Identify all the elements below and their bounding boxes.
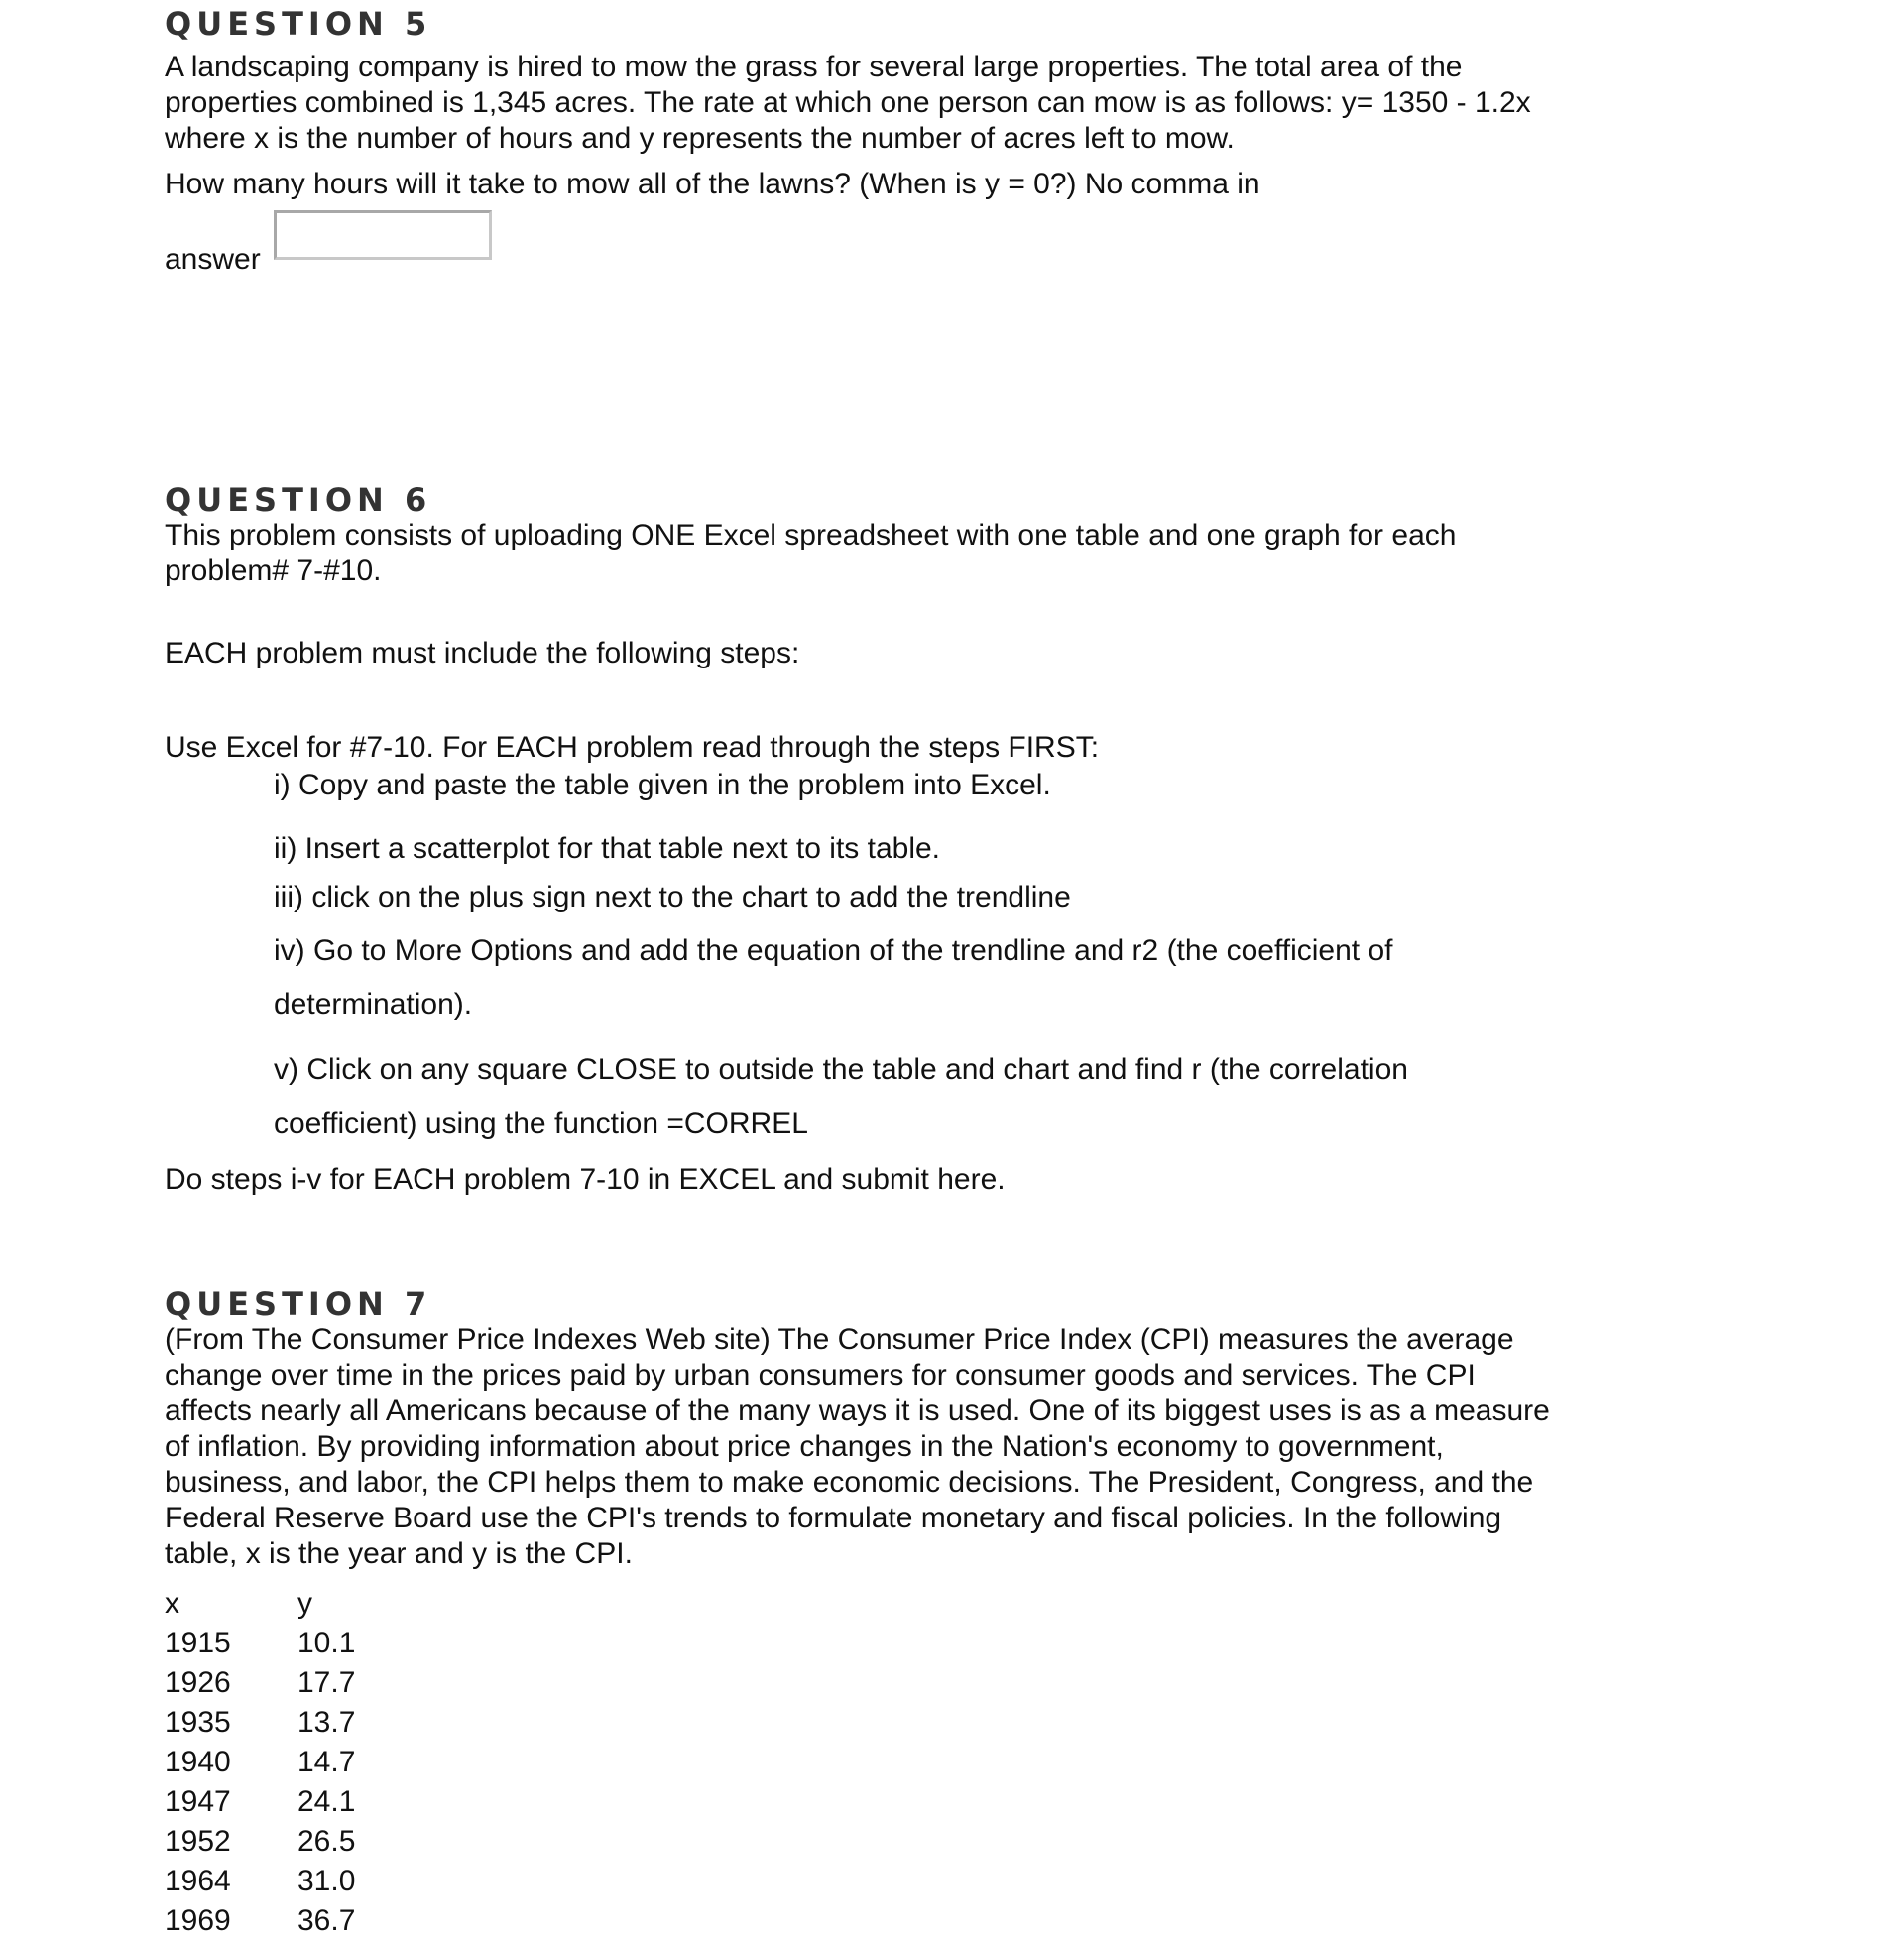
- question-5: [165, 6, 1642, 274]
- column-header-x: x: [165, 1587, 179, 1620]
- step-item: iv) Go to More Options and add the equation of the trendline and r2 (the coefficient of: [274, 934, 1393, 967]
- column-header-y: y: [298, 1587, 312, 1620]
- question-7-text-line: Federal Reserve Board use the CPI's trends to formulate monetary and fiscal policies. In the following: [165, 1502, 1502, 1534]
- question-5-text-line: where x is the number of hours and y represents the number of acres left to mow.: [165, 122, 1235, 155]
- cell-cpi: 26.5: [298, 1825, 356, 1858]
- cell-cpi: 24.1: [298, 1785, 356, 1818]
- step-item: v) Click on any square CLOSE to outside the table and chart and find r (the correlation: [274, 1053, 1408, 1086]
- cell-year: 1926: [165, 1666, 231, 1699]
- question-6: [165, 482, 1642, 1198]
- question-7-text-line: table, x is the year and y is the CPI.: [165, 1537, 633, 1570]
- table-row: [165, 1822, 355, 1862]
- cell-year: 1935: [165, 1706, 231, 1739]
- table-row: [165, 1862, 355, 1901]
- cell-year: 1947: [165, 1785, 231, 1818]
- cell-year: 1915: [165, 1627, 231, 1659]
- table-header-row: [165, 1584, 355, 1624]
- table-row: [165, 1663, 355, 1703]
- question-5-heading: QUESTION 5: [165, 5, 432, 43]
- cpi-table: [165, 1584, 355, 1941]
- table-row: [165, 1624, 355, 1663]
- question-7-text-line: business, and labor, the CPI helps them to make economic decisions. The President, Congress, and the: [165, 1466, 1534, 1499]
- cell-cpi: 14.7: [298, 1746, 356, 1778]
- question-5-text-line: properties combined is 1,345 acres. The rate at which one person can mow is as follows: y= 1350 - 1.2x: [165, 86, 1531, 119]
- question-7-text-line: change over time in the prices paid by urban consumers for consumer goods and services. The CPI: [165, 1359, 1476, 1392]
- table-row: [165, 1901, 355, 1941]
- step-item: ii) Insert a scatterplot for that table next to its table.: [274, 832, 940, 865]
- step-item: coefficient) using the function =CORREL: [274, 1107, 808, 1140]
- table-row: [165, 1782, 355, 1822]
- question-5-text-line: A landscaping company is hired to mow the grass for several large properties. The total area of the: [165, 51, 1463, 83]
- question-7: [165, 1286, 1642, 1941]
- question-7-heading: QUESTION 7: [165, 1285, 432, 1323]
- table-row: [165, 1703, 355, 1743]
- answer-row: [165, 202, 1642, 274]
- step-item: i) Copy and paste the table given in the problem into Excel.: [274, 769, 1051, 801]
- cell-cpi: 17.7: [298, 1666, 356, 1699]
- question-6-intro-line: This problem consists of uploading ONE Excel spreadsheet with one table and one graph for each: [165, 519, 1457, 551]
- cell-cpi: 10.1: [298, 1627, 356, 1659]
- cell-year: 1964: [165, 1865, 231, 1897]
- cell-year: 1940: [165, 1746, 231, 1778]
- question-6-each-problem: EACH problem must include the following steps:: [165, 637, 800, 669]
- cell-cpi: 31.0: [298, 1865, 356, 1897]
- question-7-text-line: of inflation. By providing information about price changes in the Nation's economy to government,: [165, 1430, 1444, 1463]
- question-6-intro-line: problem# 7-#10.: [165, 554, 382, 587]
- steps-list: [274, 764, 1642, 1151]
- cell-year: 1969: [165, 1904, 231, 1937]
- step-item: determination).: [274, 988, 473, 1021]
- answer-input[interactable]: [274, 210, 492, 260]
- cell-cpi: 36.7: [298, 1904, 356, 1937]
- cell-cpi: 13.7: [298, 1706, 356, 1739]
- question-7-text-line: (From The Consumer Price Indexes Web site) The Consumer Price Index (CPI) measures the average: [165, 1323, 1514, 1356]
- question-7-text-line: affects nearly all Americans because of the many ways it is used. One of its biggest uses is as a measure: [165, 1395, 1550, 1427]
- step-item: iii) click on the plus sign next to the chart to add the trendline: [274, 881, 1071, 913]
- question-6-closing: Do steps i-v for EACH problem 7-10 in EXCEL and submit here.: [165, 1163, 1006, 1196]
- table-row: [165, 1743, 355, 1782]
- question-6-use-excel: Use Excel for #7-10. For EACH problem read through the steps FIRST:: [165, 731, 1100, 764]
- question-5-prompt: How many hours will it take to mow all of the lawns? (When is y = 0?) No comma in: [165, 168, 1260, 200]
- answer-label: answer: [165, 243, 261, 276]
- question-6-heading: QUESTION 6: [165, 481, 432, 519]
- cell-year: 1952: [165, 1825, 231, 1858]
